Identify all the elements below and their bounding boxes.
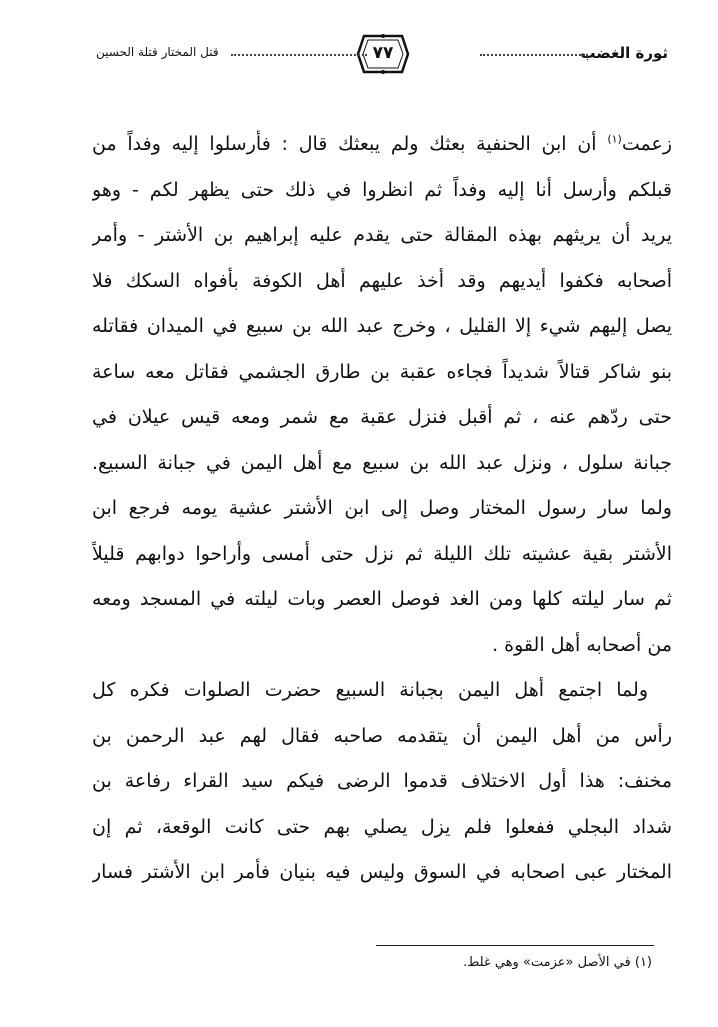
footnote-text: في الأصل «عزمت» وهي غلط.: [463, 955, 631, 970]
text-line-17: المختار عبى اصحابه في السوق وليس فيه بنيان فأمر ابن الأشتر فسار: [92, 861, 672, 883]
footnote-reference: (١): [607, 132, 622, 146]
text-line-13: ولما اجتمع أهل اليمن بجبانة السبيع حضرت الصلوات فكره كل: [92, 679, 648, 701]
text-segment: أن ابن الحنفية بعثك ولم يبعثك قال : فأرسلوا إليه وفداً من: [92, 133, 608, 155]
text-line-11: ثم سار ليلته كلها ومن الغد فوصل العصر وبات ليلته في المسجد ومعه: [92, 588, 672, 610]
text-line-12: من أصحابه أهل القوة .: [492, 633, 672, 656]
footnote: [92, 955, 652, 970]
footnote-marker: (١): [634, 955, 652, 970]
text-line-2: قبلكم وأرسل أنا إليه وفداً ثم انظروا في ذلك حتى يظهر لكم - وهو: [92, 178, 672, 201]
footnote-separator: [376, 945, 654, 946]
text-line-4: أصحابه فكفوا أيديهم وقد أخذ عليهم أهل الكوفة بأفواه السكك فلا: [92, 269, 672, 292]
text-line-8: جبانة سلول ، ونزل عبد الله بن سبيع مع أهل اليمن في جبانة السبيع.: [92, 451, 672, 474]
text-line-5: يصل إليهم شيء إلا القليل ، وخرج عبد الله بن سبيع في الميدان فقاتله: [92, 315, 672, 337]
page-number: ٧٧: [372, 43, 394, 63]
text-line-14: رأس من أهل اليمن أن يتقدمه صاحبه فقال لهم عبد الرحمن بن: [92, 724, 672, 747]
chapter-title: قتل المختار قتلة الحسين: [96, 45, 219, 59]
text-line-3: يريد أن يريثهم بهذه المقالة حتى يقدم عليه إبراهيم بن الأشتر - وأمر: [92, 224, 672, 246]
text-line-15: مخنف: هذا أول الاختلاف قدموا الرضى فيكم سيد القراء رفاعة بن: [92, 770, 672, 792]
text-line-10: الأشتر بقية عشيته تلك الليلة ثم نزل حتى أمسى وأراحوا دوابهم قليلاً: [92, 542, 672, 565]
running-header: [96, 32, 668, 76]
text-line-16: شداد البجلي ففعلوا فلم يزل يصلي بهم حتى كانت الوقعة، ثم إن: [92, 815, 672, 838]
body-text: [92, 122, 672, 896]
book-title: ثورة الغضب: [580, 44, 668, 62]
text-line-9: ولما سار رسول المختار وصل إلى ابن الأشتر عشية يومه فرجع ابن: [92, 497, 672, 519]
header-dots-left: [231, 54, 367, 56]
text-line-1: [92, 122, 672, 168]
text-line-7: حتى ردّهم عنه ، ثم أقبل فنزل عقبة مع شمر ومعه قيس عيلان في: [92, 406, 672, 428]
text-line-6: بنو شاكر قتالاً شديداً فجاءه عقبة بن طارق الجشمي فقاتل معه ساعة: [92, 360, 672, 383]
header-dots-right: [480, 54, 588, 56]
text-segment: زعمت: [621, 133, 672, 155]
